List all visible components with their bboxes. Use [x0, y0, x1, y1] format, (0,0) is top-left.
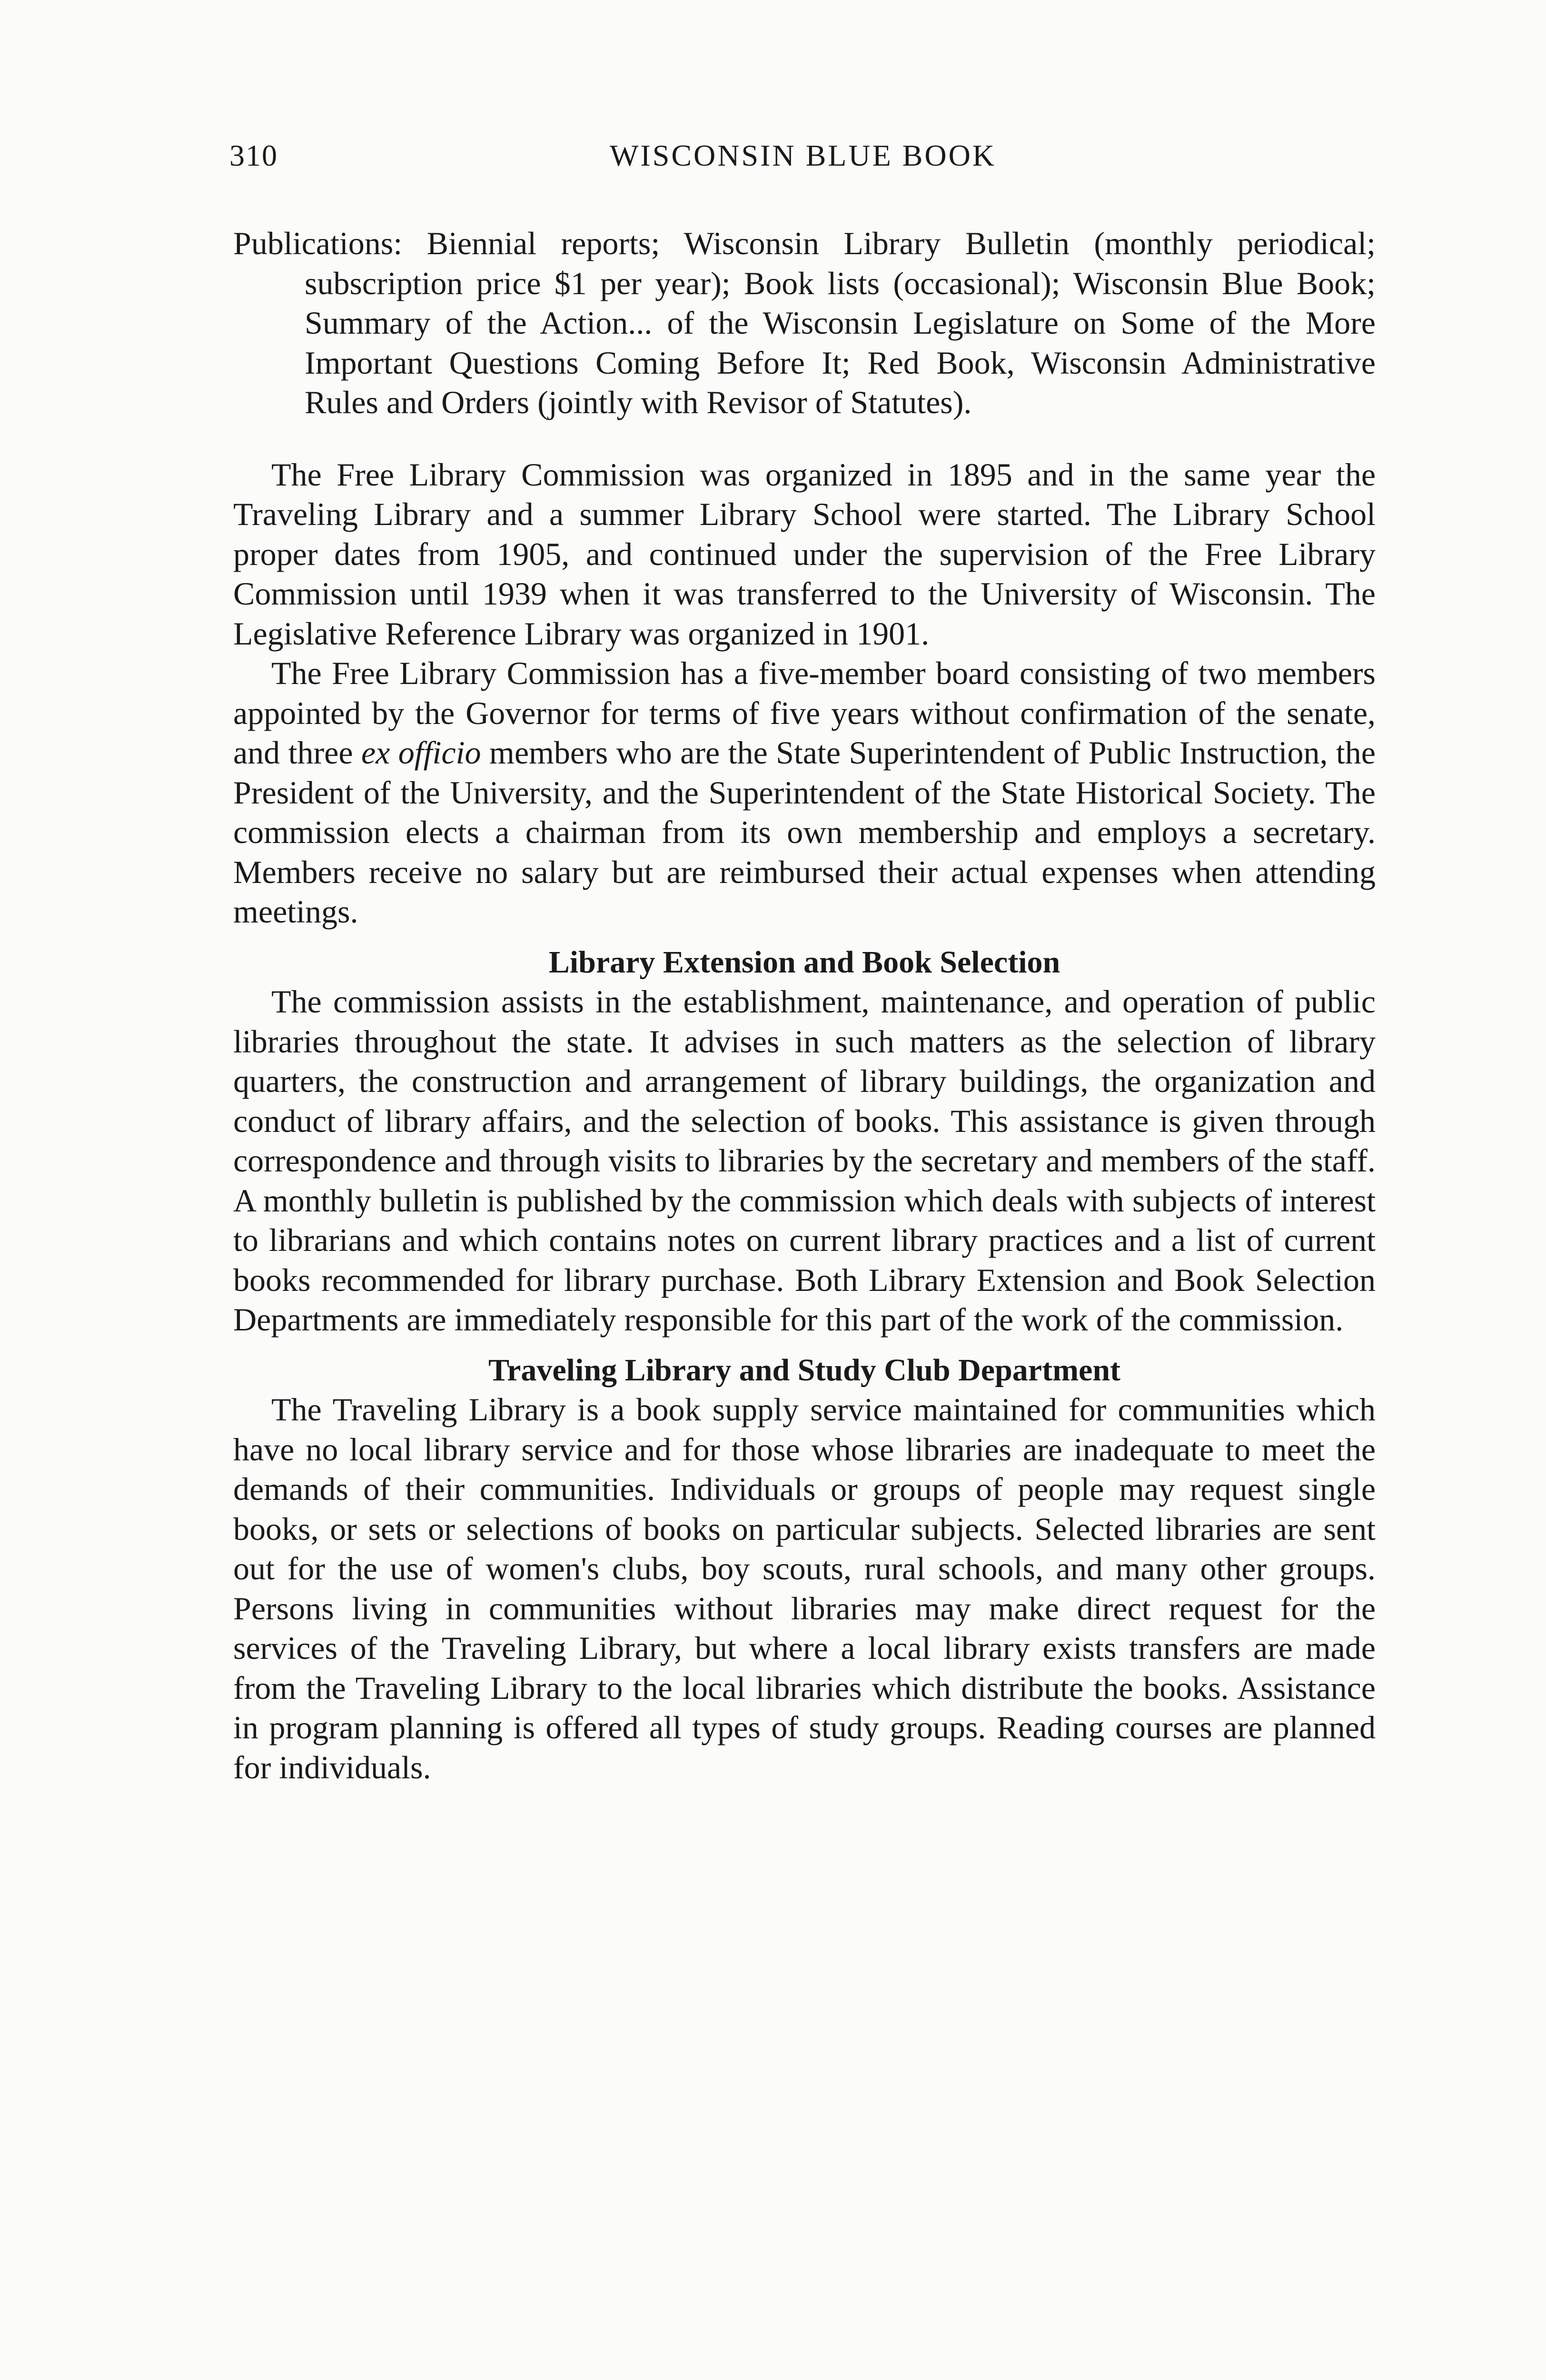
running-title: WISCONSIN BLUE BOOK — [610, 139, 996, 172]
ex-officio-term: ex officio — [361, 734, 481, 771]
board-paragraph — [233, 654, 1376, 932]
spacer — [233, 932, 1376, 942]
publications-paragraph: Publications: Biennial reports; Wisconsin Library Bulletin (monthly periodical; subscription price $1 per year); Book lists (occasional); Wisconsin Blue Book; Summary of the Action... of the Wisconsin Legislature on Some of the More Important Questions Coming Before It; Red Book, Wisconsin Administrative Rules and Orders (jointly with Revisor of Statutes). — [233, 225, 1376, 420]
board-text-start: The Free Library Commission has a five-member board consisting of two members appointed by the Governor for terms of five years without confirmation of the senate, and three — [233, 655, 1376, 771]
traveling-library-paragraph: The Traveling Library is a book supply service maintained for communities which have no local library service and for those whose libraries are inadequate to meet the demands of their communities. Individuals or groups of people may request single books, or sets or selections of books on particular subjects. Selected libraries are sent out for the use of women's clubs, boy scouts, rural schools, and many other groups. Persons living in communities without libraries may make direct request for the services of the Traveling Library, but where a local library exists transfers are made from the Traveling Library to the local libraries which distribute the books. Assistance in program planning is offered all types of study groups. Reading courses are planned for individuals. — [233, 1391, 1376, 1785]
body-text — [233, 224, 1376, 1787]
page-number: 310 — [229, 139, 278, 172]
section-heading-library-extension: Library Extension and Book Selection — [548, 944, 1060, 980]
running-header — [229, 138, 1377, 190]
board-text-end: members who are the State Superintendent of Public Instruction, the President of the University, and the Superintendent of the State Historical Society. The commission elects a chairman from its own membership and employs a secretary. Members receive no salary but are reimbursed their actual expenses when attending meetings. — [233, 734, 1376, 930]
spacer — [233, 1340, 1376, 1350]
history-paragraph: The Free Library Commission was organized in 1895 and in the same year the Traveling Library and a summer Library School were started. The Library School proper dates from 1905, and continued under the supervision of the Free Library Commission until 1939 when it was transferred to the University of Wisconsin. The Legislative Reference Library was organized in 1901. — [233, 456, 1376, 652]
section-heading-traveling-library: Traveling Library and Study Club Department — [488, 1352, 1121, 1388]
library-extension-paragraph: The commission assists in the establishment, maintenance, and operation of public libraries throughout the state. It advises in such matters as the selection of library quarters, the construction and arrangement of library buildings, the organization and conduct of library affairs, and the selection of books. This assistance is given through correspondence and through visits to libraries by the secretary and members of the staff. A monthly bulletin is published by the commission which deals with subjects of interest to librarians and which contains notes on current library practices and a list of current books recommended for library purchase. Both Library Extension and Book Selection Departments are immediately responsible for this part of the work of the commission. — [233, 983, 1376, 1338]
spacer — [233, 423, 1376, 455]
